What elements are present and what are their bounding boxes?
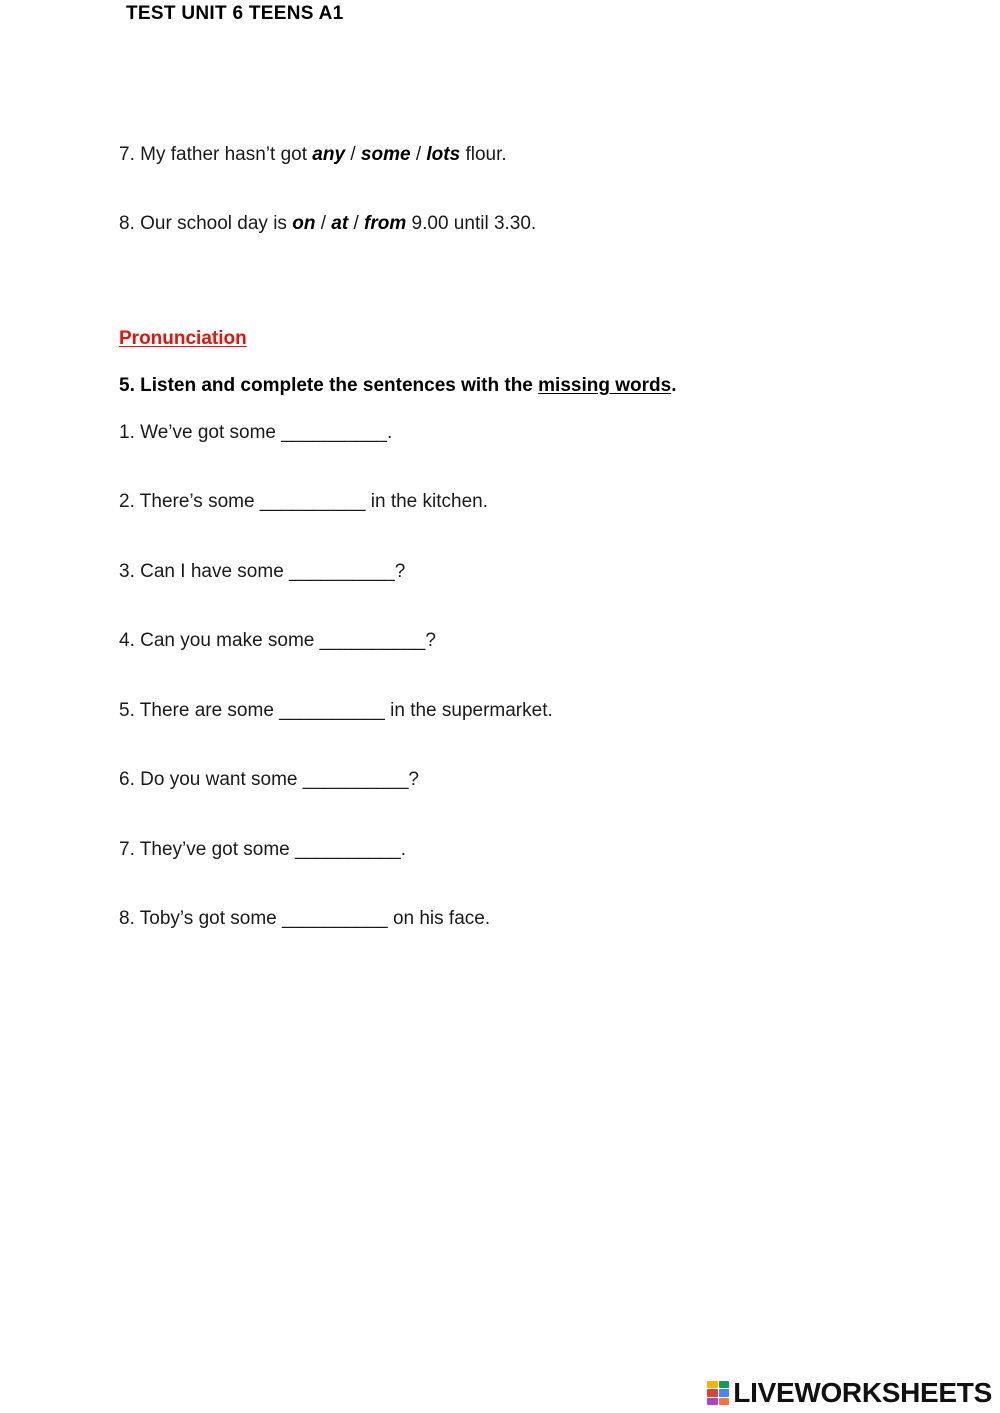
option-word: at: [331, 213, 349, 234]
option-word: some: [360, 144, 411, 165]
fill-blank-item: 4. Can you make some __________?: [119, 630, 436, 651]
exercise-instruction: [119, 375, 676, 397]
option-separator: /: [415, 144, 422, 165]
item-text: flour.: [465, 144, 507, 165]
instruction-underlined: missing words: [538, 375, 672, 396]
liveworksheets-logo-icon: [707, 1381, 729, 1405]
fill-blank-item: 3. Can I have some __________?: [119, 561, 406, 582]
item-text: My father hasn’t got: [140, 144, 308, 165]
fill-blank-item: 6. Do you want some __________?: [119, 769, 419, 790]
fill-blank-item: 5. There are some __________ in the supermarket.: [119, 700, 553, 721]
grammar-item: [119, 144, 507, 166]
option-separator: /: [350, 144, 356, 165]
option-word: lots: [426, 144, 461, 165]
item-number: 7.: [119, 144, 135, 165]
item-text: 9.00 until 3.30.: [411, 213, 537, 234]
option-word: any: [312, 144, 346, 165]
option-word: on: [292, 213, 316, 234]
liveworksheets-logo: [707, 1377, 992, 1409]
instruction-end: .: [671, 375, 677, 396]
option-separator: /: [320, 213, 326, 234]
fill-blank-item: 1. We’ve got some __________.: [119, 422, 393, 443]
page-title: TEST UNIT 6 TEENS A1: [126, 3, 344, 24]
item-text: Our school day is: [140, 213, 287, 234]
section-heading-pronunciation: Pronunciation: [119, 328, 247, 349]
option-separator: /: [353, 213, 359, 234]
instruction-text: 5. Listen and complete the sentences with the: [119, 375, 533, 396]
grammar-item: [119, 213, 536, 235]
fill-blank-item: 7. They’ve got some __________.: [119, 839, 406, 860]
option-word: from: [364, 213, 407, 234]
fill-blank-item: 8. Toby’s got some __________ on his face.: [119, 908, 491, 929]
fill-blank-item: 2. There’s some __________ in the kitchen.: [119, 491, 488, 512]
logo-text: LIVEWORKSHEETS: [733, 1377, 992, 1408]
item-number: 8.: [119, 213, 135, 234]
